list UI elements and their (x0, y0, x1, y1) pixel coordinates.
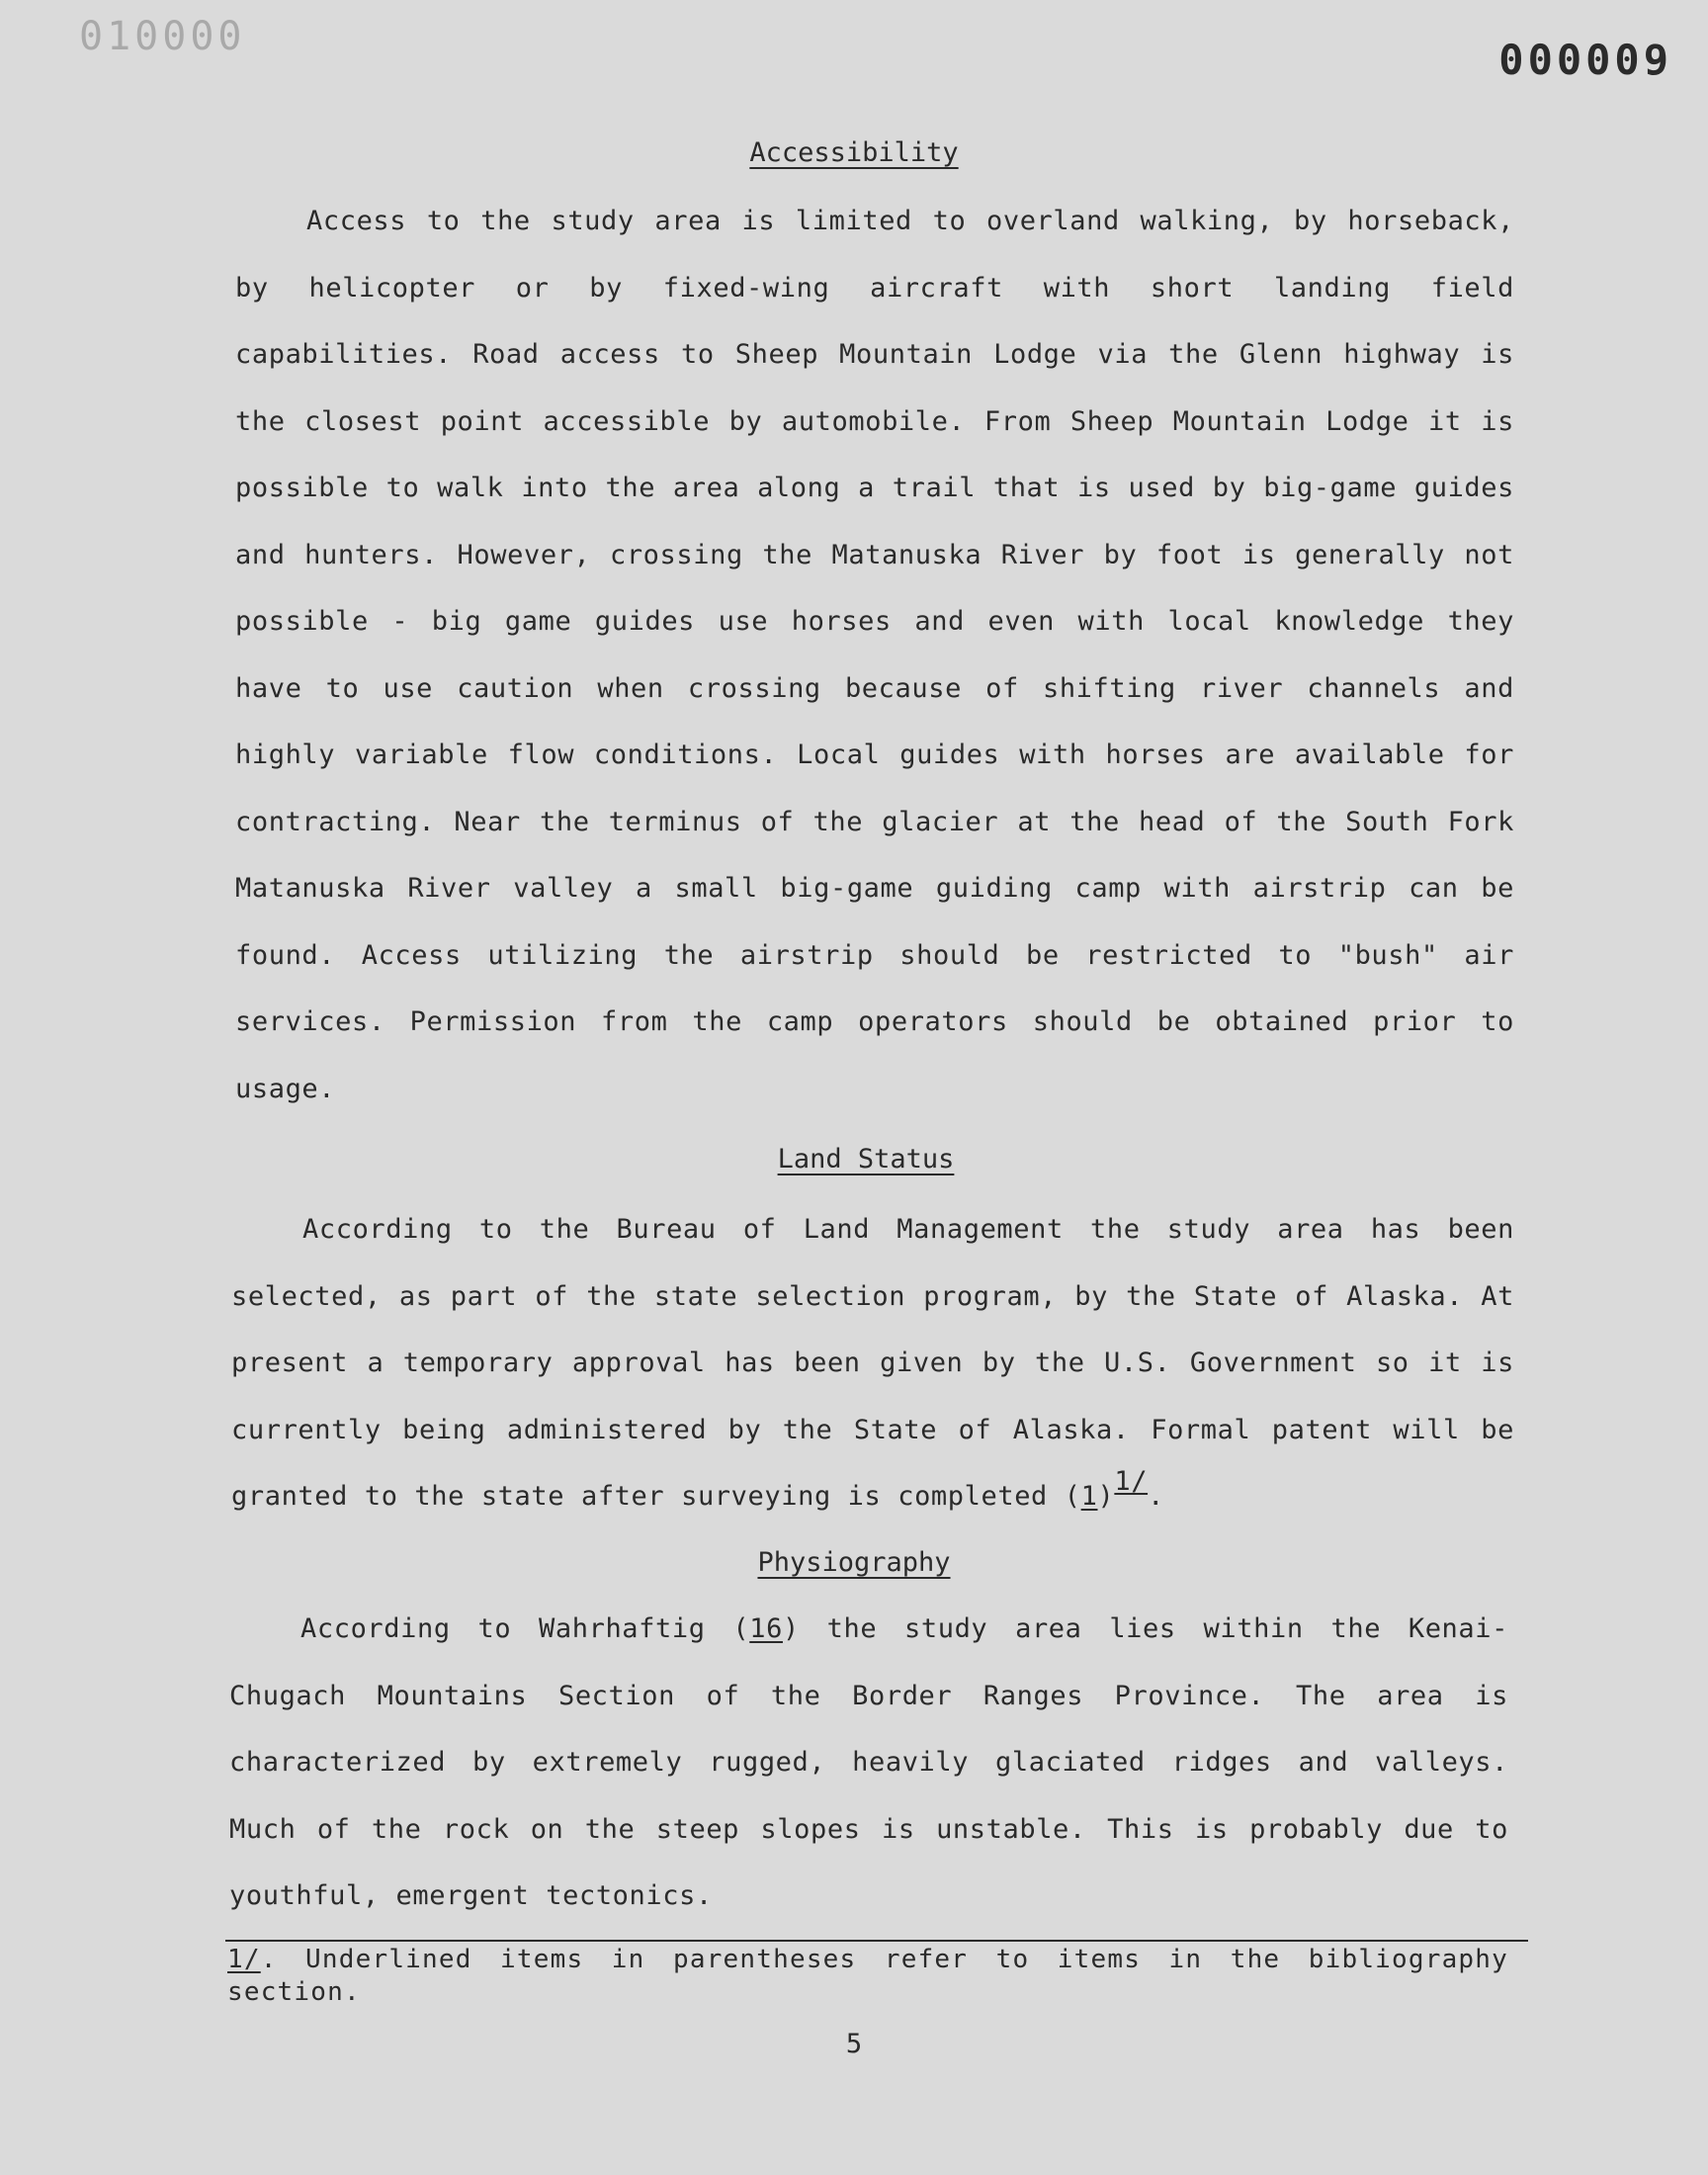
page-number: 5 (845, 2029, 863, 2059)
land-status-ref-close: ) (1097, 1481, 1115, 1512)
archive-stamp-right: 000009 (1498, 36, 1672, 84)
footnote (227, 1944, 1508, 2009)
land-status-paragraph (231, 1196, 1514, 1530)
land-status-end: . (1148, 1481, 1164, 1512)
land-status-ref-open: ( (1064, 1481, 1081, 1512)
physiography-paragraph (229, 1596, 1508, 1930)
land-status-text: According to the Bureau of Land Management the study area has been selected, as part of the state selection program, by the State of Alaska. At present a temporary approval has been given by the U.S. Government so it is currently being administered by the State of Alaska. Formal patent will be granted to the state after surveying is completed (231, 1214, 1514, 1512)
section-heading-accessibility (0, 138, 1708, 168)
accessibility-title: Accessibility (749, 137, 959, 168)
archive-stamp-left: 010000 (79, 14, 246, 59)
physiography-ref-open: ( (732, 1613, 750, 1644)
footnote-reference: 1/ (1114, 1466, 1149, 1498)
footnote-divider (225, 1940, 1528, 1942)
physiography-title: Physiography (757, 1547, 951, 1578)
physiography-text-start: According to Wahrhaftig (300, 1613, 706, 1644)
land-status-ref-number: 1 (1080, 1481, 1098, 1512)
section-heading-land-status (12, 1145, 1708, 1174)
section-heading-physiography (0, 1548, 1708, 1578)
footnote-mark: 1/ (227, 1945, 261, 1974)
physiography-ref-close: ) (782, 1613, 800, 1644)
land-status-title: Land Status (777, 1144, 955, 1174)
footnote-text: . Underlined items in parentheses refer to items in the bibliography section. (227, 1945, 1508, 2007)
physiography-text-rest: the study area lies within the Kenai-Chugach Mountains Section of the Border Ranges Province. The area is characterized by extremely rugged, heavily glaciated ridges and valleys. Much of the rock on the steep slopes is unstable. This is probably due to youthful, emergent tectonics. (229, 1613, 1508, 1911)
accessibility-paragraph: Access to the study area is limited to overland walking, by horseback, by helicopter or by fixed-wing aircraft with short landing field capabilities. Road access to Sheep Mountain Lodge via the Glenn highway is the closest point accessible by automobile. From Sheep Mountain Lodge it is possible to walk into the area along a trail that is used by big-game guides and hunters. However, crossing the Matanuska River by foot is generally not possible - big game guides use horses and even with local knowledge they have to use caution when crossing because of shifting river channels and highly variable flow conditions. Local guides with horses are available for contracting. Near the terminus of the glacier at the head of the South Fork Matanuska River valley a small big-game guiding camp with airstrip can be found. Access utilizing the airstrip should be restricted to "bush" air services. Permission from the camp operators should be obtained prior to usage. (235, 206, 1514, 1104)
physiography-ref-number: 16 (749, 1613, 783, 1644)
